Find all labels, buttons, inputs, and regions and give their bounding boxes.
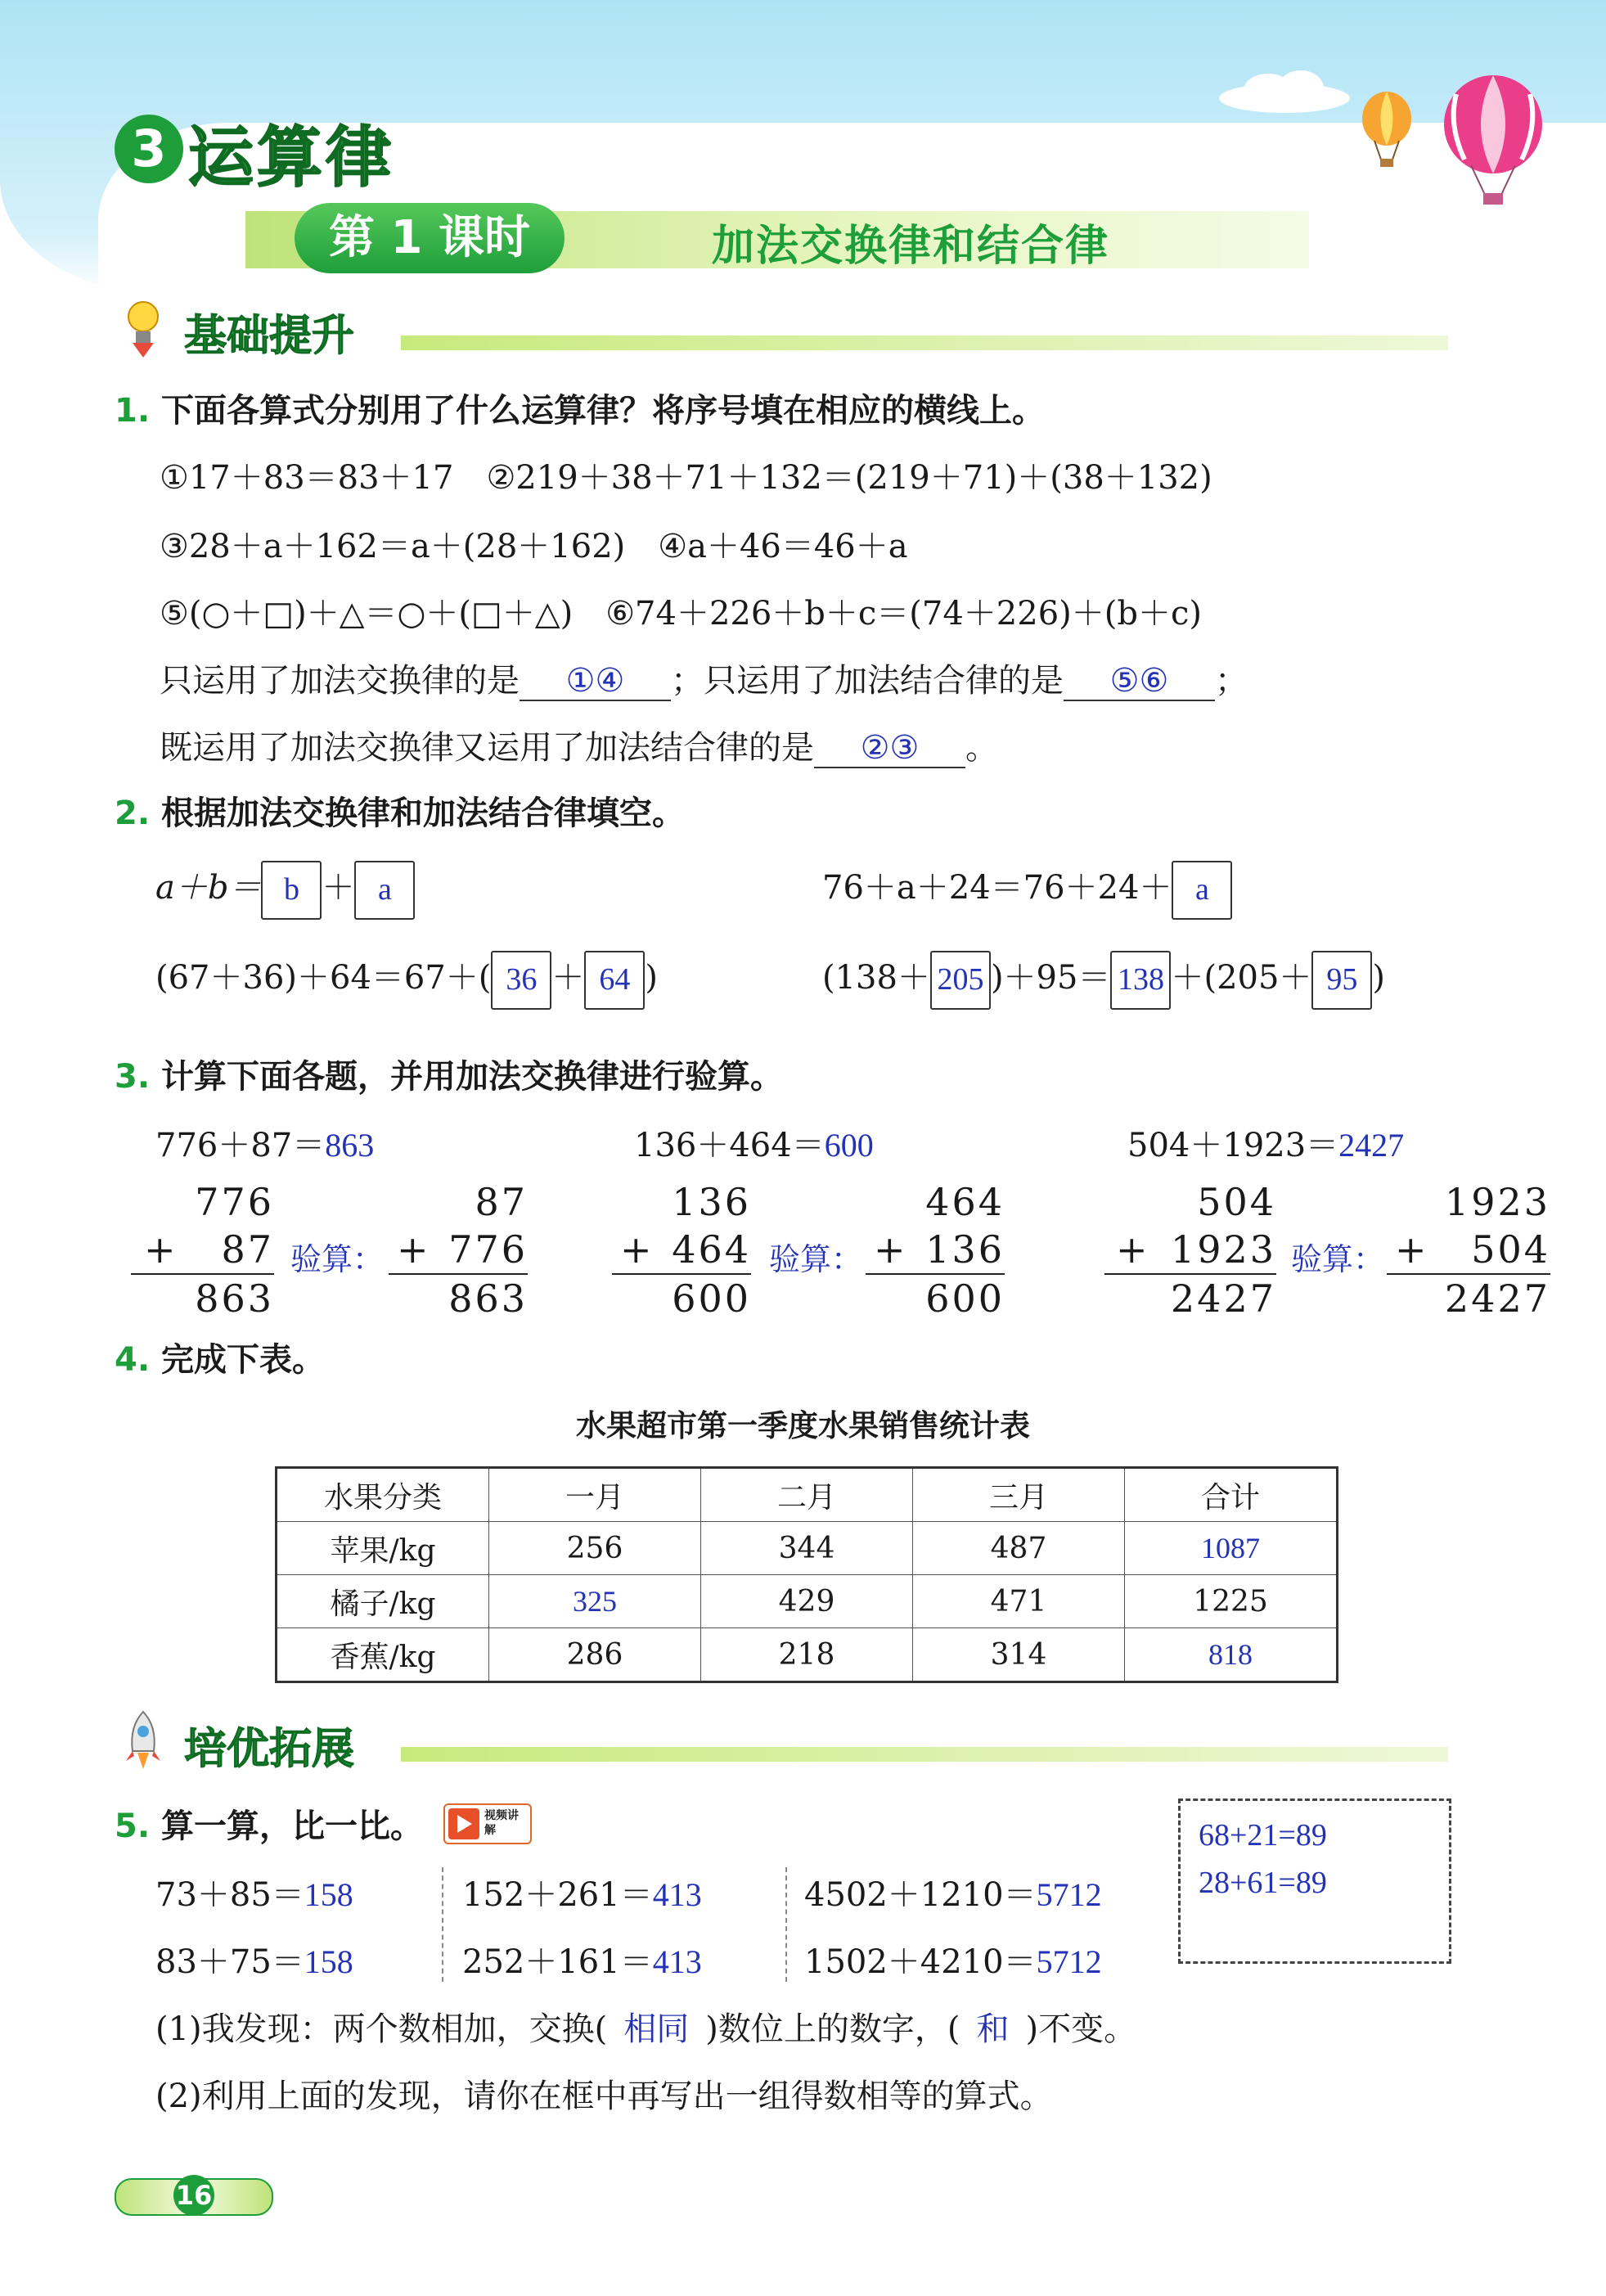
q2-expr1-plus: ＋ <box>322 869 355 907</box>
cloud-icon <box>1211 65 1358 115</box>
q3-p2-sum: 600 <box>612 1273 751 1322</box>
q3-p2-expr-text: 136＋464＝ <box>634 1127 825 1164</box>
q5-calc-6 <box>804 1936 1102 1983</box>
q2-expr3-box2[interactable]: 64 <box>584 951 645 1010</box>
q2-number: 2. <box>115 795 151 832</box>
q5-sub1-c: )不变。 <box>1025 2010 1137 2048</box>
q5-calc-answer[interactable]: 158 <box>304 1876 353 1913</box>
q2-expr4-box2[interactable]: 138 <box>1110 951 1171 1010</box>
q5-calc-expr: 83＋75＝ <box>155 1943 304 1981</box>
q3-p2-check-b: 136 <box>925 1227 1005 1272</box>
q2-expr4-mid: )＋95＝ <box>990 959 1111 997</box>
q1-answer-associative[interactable]: ⑤⑥ <box>1064 661 1215 701</box>
q3-p2-check-vertical <box>866 1178 1005 1322</box>
table-header-cell: 一月 <box>489 1468 701 1522</box>
q2-expr1-box1[interactable]: b <box>261 861 322 920</box>
row-fruit-name: 橘子/kg <box>277 1575 489 1628</box>
q3-p3-check-a: 1923 <box>1444 1180 1550 1224</box>
video-badge-label: 视频讲解 <box>484 1809 519 1837</box>
q2-expr2-box[interactable]: a <box>1172 861 1232 920</box>
section-advanced-title: 培优拓展 <box>184 1725 355 1774</box>
q3-title <box>115 1051 783 1097</box>
q2-expr1-box2[interactable]: a <box>354 861 415 920</box>
q3-p3-check-sum: 2427 <box>1387 1273 1550 1322</box>
q4-text: 完成下表。 <box>160 1341 325 1379</box>
q2-expr3-left: (67＋36)＋64＝67＋( <box>155 959 492 997</box>
row-month3: 487 <box>913 1522 1125 1575</box>
lesson-title: 加法交换律和结合律 <box>712 222 1110 271</box>
q1-fill2-prefix: 既运用了加法交换律又运用了加法结合律的是 <box>160 729 814 767</box>
q3-p1-addend-b: 87 <box>221 1227 274 1272</box>
q5-calc-expr: 73＋85＝ <box>155 1876 304 1914</box>
q3-p2-expr <box>634 1119 874 1166</box>
q5-number: 5. <box>115 1808 151 1845</box>
q2-text: 根据加法交换律和加法结合律填空。 <box>160 795 685 832</box>
q1-text: 下面各算式分别用了什么运算律？将序号填在相应的横线上。 <box>160 392 1045 430</box>
q3-p1-check-sum: 863 <box>389 1273 528 1322</box>
q5-divider-2 <box>785 1867 787 1982</box>
q3-p3-check-vertical <box>1387 1178 1550 1322</box>
play-triangle-icon <box>457 1815 472 1833</box>
rocket-icon <box>123 1710 164 1772</box>
row-total: 1225 <box>1125 1575 1338 1628</box>
section-basic-strip <box>401 335 1448 350</box>
q4-table-title: 水果超市第一季度水果销售统计表 <box>576 1408 1030 1443</box>
q3-p1-sum: 863 <box>131 1273 274 1322</box>
q2-expr3-box1[interactable]: 36 <box>491 951 551 1010</box>
row-fruit-name: 苹果/kg <box>277 1522 489 1575</box>
q3-p3-addend-a: 504 <box>1197 1180 1276 1224</box>
q2-expr2-left: 76＋a＋24＝76＋24＋ <box>822 869 1172 907</box>
q1-line3: ⑤(○＋□)＋△＝○＋(□＋△) ⑥74＋226＋b＋c＝(74＋226)＋(b＋c) <box>160 595 1202 633</box>
q3-p1-expr <box>155 1119 374 1166</box>
q5-calc-answer[interactable]: 158 <box>304 1943 353 1980</box>
row-fruit-name: 香蕉/kg <box>277 1628 489 1682</box>
q1-answer-commutative[interactable]: ①④ <box>520 661 671 701</box>
row-month3: 314 <box>913 1628 1125 1682</box>
row-month2: 218 <box>701 1628 913 1682</box>
hot-air-balloon-large-icon <box>1440 74 1546 213</box>
q2-expr1-left: a＋b＝ <box>155 869 262 907</box>
table-header-cell: 水果分类 <box>277 1468 489 1522</box>
q1-fill1-prefix: 只运用了加法交换律的是 <box>160 662 520 700</box>
q3-p1-check-b-row: + 776 <box>397 1227 528 1272</box>
table-header-row <box>277 1468 1338 1522</box>
q5-box-line-1: 68+21=89 <box>1199 1818 1327 1853</box>
q3-p1-addend-b-row: + 87 <box>144 1227 274 1272</box>
row-month1-answer[interactable]: 325 <box>489 1575 701 1628</box>
q5-calc-answer[interactable]: 413 <box>652 1943 702 1980</box>
q3-p3-sum: 2427 <box>1104 1273 1276 1322</box>
q3-p2-addend-a: 136 <box>672 1180 751 1224</box>
row-total-answer[interactable]: 1087 <box>1125 1522 1338 1575</box>
q3-p1-check-label: 验算： <box>290 1243 385 1277</box>
q3-p3-vertical <box>1104 1178 1276 1322</box>
q3-p1-check-vertical <box>389 1178 528 1322</box>
row-month2: 344 <box>701 1522 913 1575</box>
row-month2: 429 <box>701 1575 913 1628</box>
hot-air-balloon-icon <box>1358 90 1415 172</box>
q3-p2-check-sum: 600 <box>866 1273 1005 1322</box>
q3-p2-answer[interactable]: 600 <box>824 1127 874 1164</box>
q4-title <box>115 1334 325 1380</box>
q3-p2-addend-b-row: + 464 <box>620 1227 751 1272</box>
table-header-cell: 二月 <box>701 1468 913 1522</box>
q2-expr4-mid2: ＋(205＋ <box>1171 959 1312 997</box>
q5-calc-expr: 1502＋4210＝ <box>804 1943 1037 1981</box>
q3-p1-check-a: 87 <box>475 1180 528 1224</box>
fruit-sales-table <box>275 1466 1338 1683</box>
unit-number-badge: 3 <box>115 115 183 183</box>
table-row <box>277 1575 1338 1628</box>
q3-p3-check-b-row: + 504 <box>1395 1227 1550 1272</box>
q1-fill1 <box>160 655 1248 701</box>
q5-sub1-answer2[interactable]: 和 <box>976 2010 1010 2047</box>
q5-calc-expr: 4502＋1210＝ <box>804 1876 1037 1914</box>
lightbulb-icon <box>123 299 164 360</box>
q5-sub1-b: )数位上的数字，( <box>705 2010 960 2048</box>
q3-p1-check-b: 776 <box>448 1227 528 1272</box>
row-month3: 471 <box>913 1575 1125 1628</box>
q5-calc-4 <box>462 1936 702 1983</box>
q1-answer-both[interactable]: ②③ <box>814 728 965 768</box>
q3-number: 3. <box>115 1058 151 1096</box>
q1-fill1-mid: ；只运用了加法结合律的是 <box>671 662 1064 700</box>
q2-expr4-box1[interactable]: 205 <box>930 951 991 1010</box>
q3-p3-expr-text: 504＋1923＝ <box>1127 1127 1339 1164</box>
q5-divider-1 <box>442 1867 443 1982</box>
q3-p3-check-b: 504 <box>1471 1227 1550 1272</box>
q3-p1-addend-a: 776 <box>195 1180 274 1224</box>
row-total-answer[interactable]: 818 <box>1125 1628 1338 1682</box>
section-basic-title: 基础提升 <box>184 312 355 361</box>
q3-p2-addend-b: 464 <box>672 1227 751 1272</box>
q2-title <box>115 787 685 834</box>
q5-title <box>115 1800 423 1847</box>
q5-text: 算一算，比一比。 <box>160 1808 423 1845</box>
video-lecture-button[interactable] <box>443 1803 532 1844</box>
q5-calc-expr: 152＋261＝ <box>462 1876 653 1914</box>
q2-expr4-box3[interactable]: 95 <box>1311 951 1372 1010</box>
q3-p2-check-label: 验算： <box>769 1243 863 1277</box>
q5-calc-expr: 252＋161＝ <box>462 1943 653 1981</box>
q2-expr1 <box>155 861 415 920</box>
q3-p3-answer[interactable]: 2427 <box>1338 1127 1405 1164</box>
q3-text: 计算下面各题，并用加法交换律进行验算。 <box>160 1058 783 1096</box>
row-month1: 286 <box>489 1628 701 1682</box>
q2-expr3 <box>155 951 658 1010</box>
q5-sub2: (2)利用上面的发现，请你在框中再写出一组得数相等的算式。 <box>155 2078 1053 2115</box>
q3-p2-check-a: 464 <box>925 1180 1005 1224</box>
q5-calc-3 <box>462 1869 702 1916</box>
unit-title: 运算律 <box>188 119 394 196</box>
q1-fill1-end: ； <box>1215 662 1248 700</box>
row-month1: 256 <box>489 1522 701 1575</box>
q3-p3-addend-b: 1923 <box>1170 1227 1276 1272</box>
table-header-cell: 三月 <box>913 1468 1125 1522</box>
q2-expr4-start: (138＋ <box>822 959 930 997</box>
q1-fill2 <box>160 722 998 768</box>
q2-expr4 <box>822 951 1385 1010</box>
q3-p2-check-b-row: + 136 <box>874 1227 1005 1272</box>
table-row <box>277 1628 1338 1682</box>
q5-calc-answer[interactable]: 5712 <box>1036 1943 1102 1980</box>
q1-line2: ③28＋a＋162＝a＋(28＋162) ④a＋46＝46＋a <box>160 528 908 565</box>
table-header-cell: 合计 <box>1125 1468 1338 1522</box>
q5-answer-box[interactable] <box>1178 1799 1451 1964</box>
q1-fill2-end: 。 <box>965 729 998 767</box>
q2-expr4-end: ) <box>1372 959 1386 997</box>
q1-line1: ①17＋83＝83＋17 ②219＋38＋71＋132＝(219＋71)＋(38＋132) <box>160 459 1212 497</box>
q5-box-line-2: 28+61=89 <box>1199 1866 1327 1900</box>
q3-p1-vertical <box>131 1178 274 1322</box>
q3-p1-answer[interactable]: 863 <box>325 1127 375 1164</box>
q5-sub1 <box>155 2003 1136 2050</box>
q5-calc-answer[interactable]: 413 <box>652 1876 702 1913</box>
table-row <box>277 1522 1338 1575</box>
q5-calc-2 <box>155 1936 353 1983</box>
q5-calc-answer[interactable]: 5712 <box>1036 1876 1102 1913</box>
page-number: 16 <box>173 2175 214 2216</box>
q3-p3-check-label: 验算： <box>1291 1243 1385 1277</box>
q5-calc-5 <box>804 1869 1102 1916</box>
q3-p3-expr <box>1127 1119 1404 1166</box>
q2-expr2 <box>822 861 1232 920</box>
lesson-label: 第 1 课时 <box>295 203 565 273</box>
q5-sub1-answer1[interactable]: 相同 <box>623 2010 690 2047</box>
q4-number: 4. <box>115 1341 151 1379</box>
q5-sub1-a: (1)我发现：两个数相加，交换( <box>155 2010 608 2048</box>
q3-p2-vertical <box>612 1178 751 1322</box>
q1-number: 1. <box>115 392 151 430</box>
section-advanced-strip <box>401 1747 1448 1762</box>
q5-calc-1 <box>155 1869 353 1916</box>
q3-p1-expr-text: 776＋87＝ <box>155 1127 326 1164</box>
q1-title <box>115 385 1045 431</box>
q3-p3-addend-b-row: + 1923 <box>1116 1227 1276 1272</box>
q2-expr3-end: ) <box>645 959 659 997</box>
q2-expr3-plus: ＋ <box>551 959 585 997</box>
